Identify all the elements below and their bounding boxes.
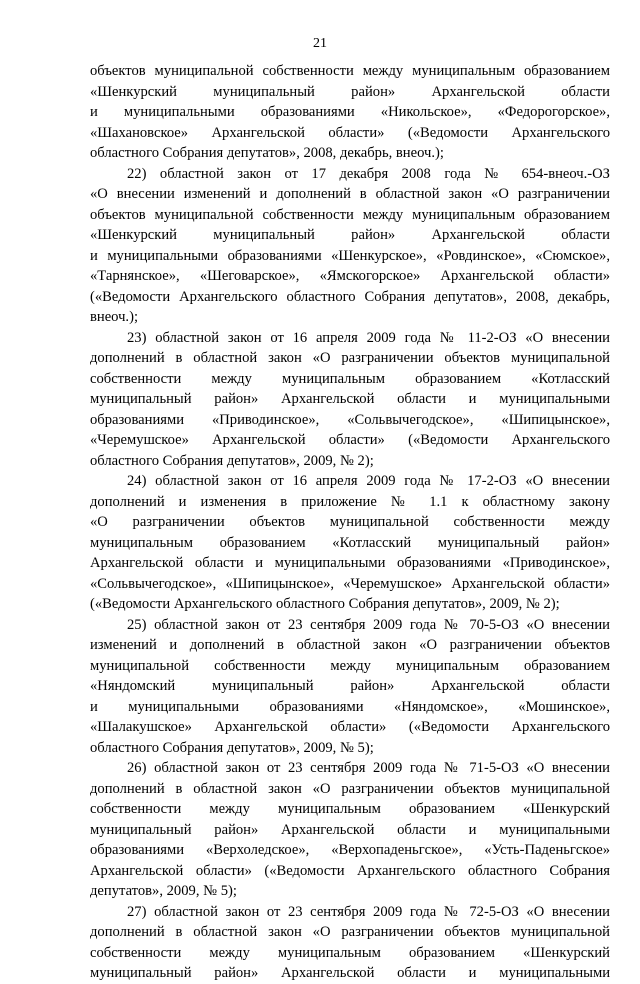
text-line: собственности между муниципальным образованием «Котласский	[90, 370, 610, 387]
page-number: 21	[313, 36, 327, 51]
document-body	[90, 61, 610, 984]
text-line: областного Собрания депутатов», 2008, декабрь, внеоч.);	[90, 145, 444, 161]
text-line: дополнений в областной закон «О разграничении объектов муниципальной	[90, 780, 610, 797]
text-line: «Шахановское» Архангельской области» («Ведомости Архангельского	[90, 124, 610, 141]
text-line: «Сольвычегодское», «Шипицынское», «Черемушское» Архангельской области»	[90, 575, 610, 592]
law-list-item	[90, 758, 610, 902]
text-line: внеоч.);	[90, 309, 138, 325]
text-line: «Шенкурский муниципальный район» Архангельской области	[90, 83, 610, 100]
text-line: изменений и дополнений в областной закон «О разграничении объектов	[90, 637, 610, 653]
text-line: дополнений в областной закон «О разграничении объектов муниципальной	[90, 350, 610, 366]
text-line: 27) областной закон от 23 сентября 2009 года № 72-5-ОЗ «О внесении	[127, 903, 610, 920]
text-line: 22) областной закон от 17 декабря 2008 года № 654-внеоч.-ОЗ	[127, 165, 610, 182]
text-line: образованиями «Приводинское», «Сольвычегодское», «Шипицынское»,	[90, 411, 610, 428]
text-line: «О разграничении объектов муниципальной собственности между	[90, 514, 610, 530]
text-line: объектов муниципальной собственности между муниципальным образованием	[90, 63, 610, 79]
text-line: областного Собрания депутатов», 2009, № 2);	[90, 452, 374, 469]
text-line: областного Собрания депутатов», 2009, № 5);	[90, 739, 374, 756]
text-line: собственности между муниципальным образованием «Шенкурский	[90, 944, 610, 961]
text-line: муниципальный район» Архангельской области и муниципальными	[90, 391, 610, 407]
text-line: 26) областной закон от 23 сентября 2009 года № 71-5-ОЗ «О внесении	[127, 760, 610, 776]
text-line: «Черемушское» Архангельской области» («Ведомости Архангельского	[90, 432, 610, 448]
law-list-item	[90, 615, 610, 759]
text-line: 23) областной закон от 16 апреля 2009 года № 11-2-ОЗ «О внесении	[127, 329, 610, 346]
text-line: муниципальный район» Архангельской области и муниципальными	[90, 965, 610, 981]
law-list-item	[90, 471, 610, 615]
text-line: депутатов», 2009, № 5);	[90, 883, 237, 899]
text-line: «Шенкурский муниципальный район» Архангельской области	[90, 227, 610, 243]
law-list-item	[90, 61, 610, 164]
text-line: дополнений в областной закон «О разграничении объектов муниципальной	[90, 924, 610, 940]
law-list-item	[90, 328, 610, 472]
text-line: муниципальный район» Архангельской области и муниципальными	[90, 821, 610, 838]
text-line: («Ведомости Архангельского областного Собрания депутатов», 2009, № 2);	[90, 596, 560, 612]
text-line: муниципальной собственности между муниципальным образованием	[90, 657, 610, 674]
text-line: и муниципальными образованиями «Никольское», «Федорогорское»,	[90, 104, 610, 120]
text-line: объектов муниципальной собственности между муниципальным образованием	[90, 206, 610, 223]
text-line: и муниципальными образованиями «Няндомское», «Мошинское»,	[90, 698, 610, 715]
text-line: «Шалакушское» Архангельской области» («Ведомости Архангельского	[90, 719, 610, 735]
text-line: «Няндомский муниципальный район» Архангельской области	[90, 678, 610, 694]
text-line: собственности между муниципальным образованием «Шенкурский	[90, 801, 610, 817]
text-line: 25) областной закон от 23 сентября 2009 года № 70-5-ОЗ «О внесении	[127, 616, 610, 633]
text-line: Архангельской области и муниципальными образованиями «Приводинское»,	[90, 555, 610, 571]
text-line: образованиями «Верхоледское», «Верхопаденьгское», «Усть-Паденьгское»	[90, 842, 610, 858]
text-line: («Ведомости Архангельского областного Собрания депутатов», 2008, декабрь,	[90, 288, 610, 305]
text-line: «Тарнянское», «Шеговарское», «Ямскогорское» Архангельской области»	[90, 268, 610, 284]
law-list-item	[90, 902, 610, 984]
text-line: и муниципальными образованиями «Шенкурское», «Ровдинское», «Сюмское»,	[90, 247, 610, 264]
text-line: 24) областной закон от 16 апреля 2009 года № 17-2-ОЗ «О внесении	[127, 473, 610, 489]
law-list-item	[90, 164, 610, 328]
text-line: Архангельской области» («Ведомости Архангельского областного Собрания	[90, 862, 610, 879]
text-line: дополнений и изменения в приложение № 1.1 к областному закону	[90, 493, 610, 510]
text-line: «О внесении изменений и дополнений в областной закон «О разграничении	[90, 186, 610, 202]
text-line: муниципальным образованием «Котласский муниципальный район»	[90, 534, 610, 551]
